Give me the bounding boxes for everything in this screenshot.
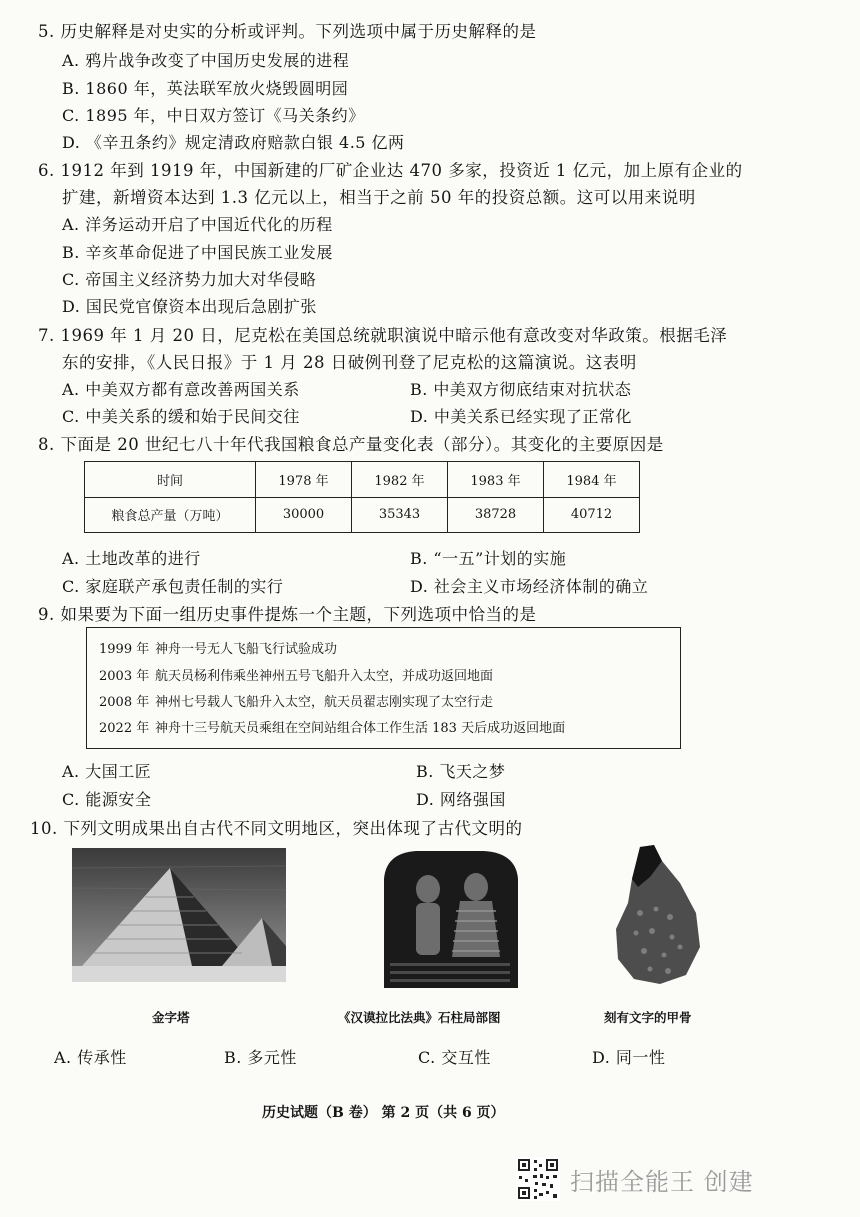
events-box (86, 627, 681, 749)
q7-option-b: B. 中美双方彻底结束对抗状态 (410, 380, 632, 399)
q9-option-c: C. 能源安全 (62, 790, 152, 809)
q9-option-b: B. 飞天之梦 (416, 762, 506, 781)
q5-stem: 5. 历史解释是对史实的分析或评判。下列选项中属于历史解释的是 (38, 22, 537, 41)
q6-option-d: D. 国民党官僚资本出现后急剧扩张 (62, 297, 317, 316)
q10-stem: 10. 下列文明成果出自古代不同文明地区，突出体现了古代文明的 (30, 819, 523, 838)
table-header-row (85, 462, 640, 498)
q9-option-d: D. 网络强国 (416, 790, 506, 809)
caption-pyramid: 金字塔 (152, 1010, 190, 1025)
event-item (99, 691, 493, 710)
q6-option-b: B. 辛亥革命促进了中国民族工业发展 (62, 243, 333, 262)
event-year: 2022 年 (99, 721, 150, 736)
event-text: 航天员杨利伟乘坐神州五号飞船升入太空，并成功返回地面 (155, 669, 494, 684)
event-text: 神州七号载人飞船升入太空，航天员翟志刚实现了太空行走 (155, 695, 494, 710)
table-year: 1978 年 (256, 462, 352, 498)
q8-option-c: C. 家庭联产承包责任制的实行 (62, 577, 284, 596)
q5-option-b: B. 1860 年，英法联军放火烧毁圆明园 (62, 79, 349, 98)
q8-option-d: D. 社会主义市场经济体制的确立 (410, 577, 649, 596)
pyramid-photo (72, 848, 286, 982)
q7-stem-line1: 7. 1969 年 1 月 20 日，尼克松在美国总统就职演说中暗示他有意改变对华政策。根据毛泽 (38, 326, 728, 345)
q5-option-d: D. 《辛丑条约》规定清政府赔款白银 4.5 亿两 (62, 133, 405, 152)
event-item (99, 638, 337, 657)
q7-stem-line2: 东的安排，《人民日报》于 1 月 28 日破例刊登了尼克松的这篇演说。这表明 (62, 353, 637, 372)
q8-stem: 8. 下面是 20 世纪七八十年代我国粮食总产量变化表（部分）。其变化的主要原因是 (38, 435, 664, 454)
table-header-label: 时间 (85, 462, 256, 498)
grain-output-table (84, 461, 640, 533)
event-text: 神舟一号无人飞船飞行试验成功 (155, 642, 338, 657)
q7-option-a: A. 中美双方都有意改善两国关系 (62, 380, 300, 399)
q5-option-a: A. 鸦片战争改变了中国历史发展的进程 (62, 51, 350, 70)
q6-option-a: A. 洋务运动开启了中国近代化的历程 (62, 215, 333, 234)
hammurabi-stele-photo (376, 849, 523, 990)
q8-option-a: A. 土地改革的进行 (62, 549, 201, 568)
event-item (99, 717, 565, 736)
q6-stem-line1: 6. 1912 年到 1919 年，中国新建的厂矿企业达 470 多家，投资近 1 亿元，加上原有企业的 (38, 161, 743, 180)
qr-code-icon (516, 1157, 560, 1201)
q9-option-a: A. 大国工匠 (62, 762, 152, 781)
table-value: 35343 (352, 497, 448, 533)
event-year: 2008 年 (99, 695, 150, 710)
event-year: 1999 年 (99, 642, 150, 657)
page-footer: 历史试题（B 卷） 第 2 页（共 6 页） (262, 1105, 505, 1121)
table-year: 1982 年 (352, 462, 448, 498)
q9-stem: 9. 如果要为下面一组历史事件提炼一个主题，下列选项中恰当的是 (38, 605, 537, 624)
watermark-text: 扫描全能王 创建 (570, 1168, 754, 1196)
table-value: 38728 (448, 497, 544, 533)
event-year: 2003 年 (99, 669, 150, 684)
q8-option-b: B. “一五”计划的实施 (410, 549, 567, 568)
table-row (85, 497, 640, 533)
q7-option-c: C. 中美关系的缓和始于民间交往 (62, 407, 300, 426)
table-row-label: 粮食总产量（万吨） (85, 497, 256, 533)
caption-oracle-bone: 刻有文字的甲骨 (604, 1010, 692, 1025)
event-text: 神舟十三号航天员乘组在空间站组合体工作生活 183 天后成功返回地面 (155, 721, 566, 736)
caption-hammurabi: 《汉谟拉比法典》石柱局部图 (338, 1010, 501, 1025)
q10-option-c: C. 交互性 (418, 1048, 491, 1067)
event-item (99, 665, 493, 684)
q6-stem-line2: 扩建，新增资本达到 1.3 亿元以上，相当于之前 50 年的投资总额。这可以用来说明 (62, 188, 696, 207)
q5-option-c: C. 1895 年，中日双方签订《马关条约》 (62, 106, 365, 125)
table-value: 30000 (256, 497, 352, 533)
q7-option-d: D. 中美关系已经实现了正常化 (410, 407, 632, 426)
table-year: 1984 年 (544, 462, 640, 498)
q10-option-a: A. 传承性 (54, 1048, 127, 1067)
q10-option-d: D. 同一性 (592, 1048, 666, 1067)
table-year: 1983 年 (448, 462, 544, 498)
oracle-bone-photo (610, 843, 704, 986)
q10-option-b: B. 多元性 (224, 1048, 297, 1067)
table-value: 40712 (544, 497, 640, 533)
q6-option-c: C. 帝国主义经济势力加大对华侵略 (62, 270, 317, 289)
